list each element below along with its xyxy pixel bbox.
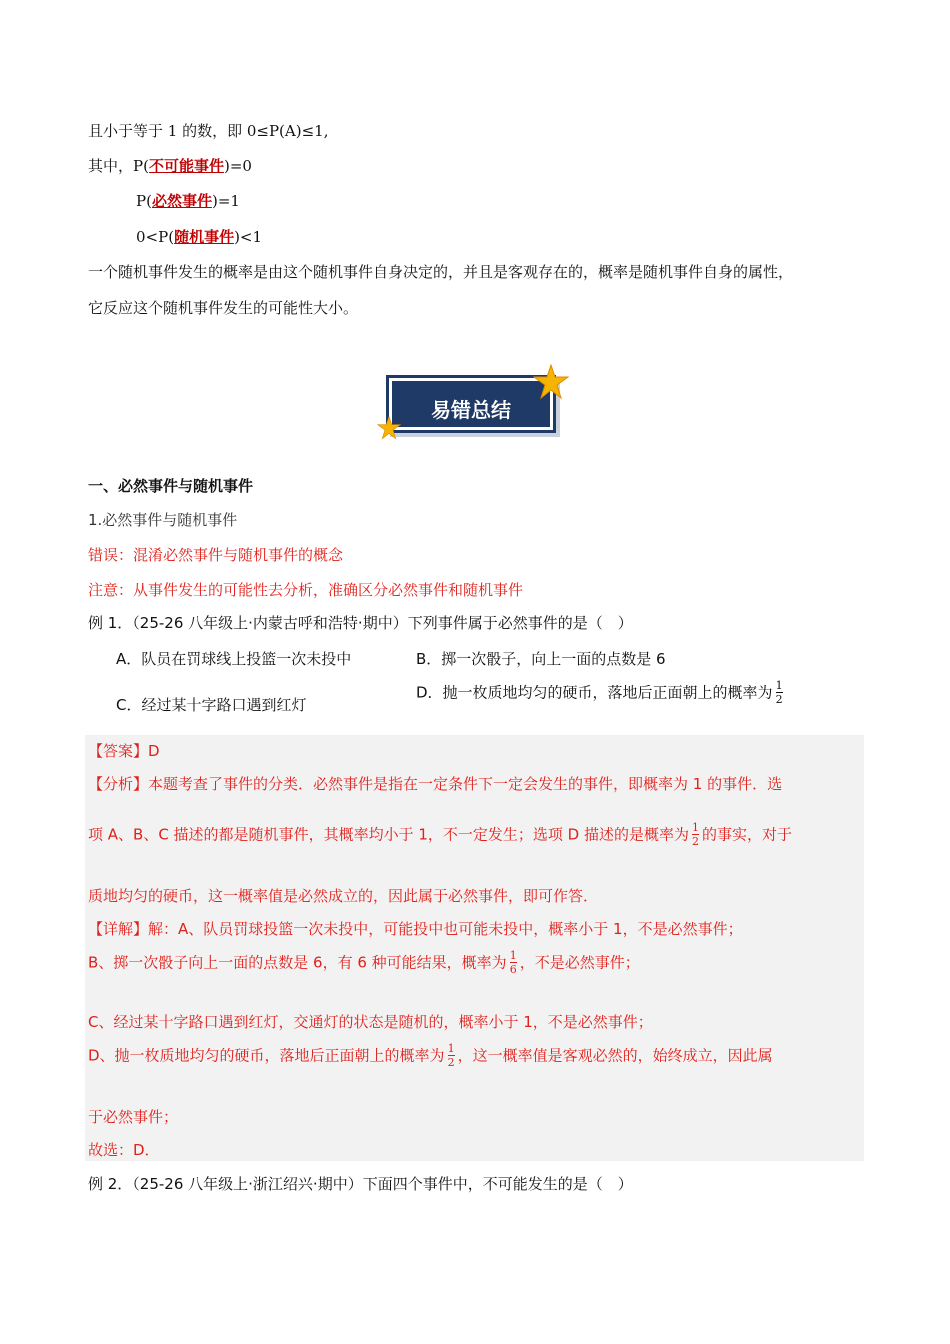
detail-tag: 【详解】	[88, 920, 149, 938]
fraction-one-half	[692, 822, 699, 848]
analysis-line-3: 质地均匀的硬币，这一概率值是必然成立的，因此属于必然事件，即可作答．	[88, 887, 599, 905]
answer-value: D	[148, 742, 160, 760]
fraction-one-sixth	[510, 950, 517, 976]
analysis-text-2b: 的事实，对于	[701, 825, 792, 844]
detail-line-2	[88, 950, 640, 976]
detail-text-2b: ，不是必然事件；	[519, 953, 640, 972]
detail-line-4	[88, 1043, 773, 1069]
intro-line-2-prefix: 其中，P(	[88, 157, 149, 175]
fraction-one-half	[448, 1043, 455, 1069]
fraction-numerator: 1	[447, 1042, 455, 1055]
certain-event-term: 必然事件	[151, 192, 212, 210]
section-banner	[385, 374, 561, 438]
answer-tag: 【答案】	[88, 742, 149, 760]
fraction-one-half	[776, 680, 783, 706]
detail-line-1	[88, 918, 743, 939]
fraction-numerator: 1	[775, 679, 783, 692]
analysis-text-2a: 项 A、B、C 描述的都是随机事件，其概率均小于 1，不一定发生；选项 D 描述的是概率为	[88, 825, 689, 844]
section-heading: 一、必然事件与随机事件	[88, 477, 254, 495]
intro-paragraph-1: 一个随机事件发生的概率是由这个随机事件自身决定的，并且是客观存在的，概率是随机事件自身的属性，	[88, 263, 794, 281]
fraction-denominator: 2	[775, 693, 783, 706]
intro-line-1: 且小于等于 1 的数，即 0≤P(A)≤1,	[88, 122, 329, 140]
banner-plate	[389, 378, 553, 430]
example-1-option-d	[416, 680, 786, 706]
intro-line-3-suffix: )=1	[211, 192, 240, 210]
star-icon	[533, 364, 569, 400]
attention-note: 注意：从事件发生的可能性去分析，准确区分必然事件和随机事件	[88, 581, 524, 599]
intro-line-2	[88, 155, 252, 176]
detail-line-3: C、经过某十字路口遇到红灯，交通灯的状态是随机的，概率小于 1，不是必然事件；	[88, 1013, 653, 1031]
analysis-text-1: 本题考查了事件的分类．必然事件是指在一定条件下一定会发生的事件，即概率为 1 的事件．选	[148, 775, 783, 793]
intro-line-4	[136, 226, 262, 247]
detail-text-4b: ，这一概率值是客观必然的，始终成立，因此属	[457, 1046, 773, 1065]
intro-line-4-suffix: )<1	[234, 228, 263, 246]
fraction-denominator: 2	[447, 1056, 455, 1069]
example-1-option-d-text: D．抛一枚质地均匀的硬币，落地后正面朝上的概率为	[416, 683, 773, 702]
random-event-term: 随机事件	[174, 228, 235, 246]
section-subheading: 1.必然事件与随机事件	[88, 511, 238, 529]
intro-paragraph-2: 它反应这个随机事件发生的可能性大小。	[88, 299, 359, 317]
detail-text-1: 解：A、队员罚球投篮一次未投中，可能投中也可能未投中，概率小于 1，不是必然事件；	[148, 920, 743, 938]
detail-line-5: 于必然事件；	[88, 1108, 179, 1126]
banner-label: 易错总结	[431, 398, 511, 422]
small-star-icon	[377, 416, 401, 440]
detail-text-2a: B、掷一次骰子向上一面的点数是 6，有 6 种可能结果，概率为	[88, 953, 507, 972]
final-choice: 故选：D．	[88, 1141, 160, 1159]
analysis-tag: 【分析】	[88, 775, 149, 793]
analysis-line-1	[88, 773, 782, 794]
example-1-option-b: B．掷一次骰子，向上一面的点数是 6	[416, 650, 666, 668]
intro-line-3	[136, 190, 240, 211]
solution-box	[85, 735, 864, 1161]
intro-line-2-suffix: )=0	[223, 157, 252, 175]
example-1-option-a: A．队员在罚球线上投篮一次未投中	[116, 650, 352, 668]
intro-line-3-prefix: P(	[136, 192, 152, 210]
intro-line-4-prefix: 0<P(	[136, 228, 175, 246]
error-note: 错误：混淆必然事件与随机事件的概念	[88, 546, 344, 564]
fraction-numerator: 1	[691, 821, 699, 834]
example-1-stem: 例 1．（25-26 八年级上·内蒙古呼和浩特·期中）下列事件属于必然事件的是（ ）	[88, 614, 633, 632]
example-2-stem: 例 2．（25-26 八年级上·浙江绍兴·期中）下面四个事件中，不可能发生的是（ ）	[88, 1175, 633, 1193]
fraction-denominator: 6	[509, 963, 517, 976]
impossible-event-term: 不可能事件	[148, 157, 224, 175]
answer-line	[88, 740, 160, 761]
analysis-line-2	[88, 822, 792, 848]
fraction-numerator: 1	[509, 949, 517, 962]
fraction-denominator: 2	[691, 835, 699, 848]
detail-text-4a: D、抛一枚质地均匀的硬币，落地后正面朝上的概率为	[88, 1046, 445, 1065]
example-1-option-c: C．经过某十字路口遇到红灯	[116, 696, 307, 714]
